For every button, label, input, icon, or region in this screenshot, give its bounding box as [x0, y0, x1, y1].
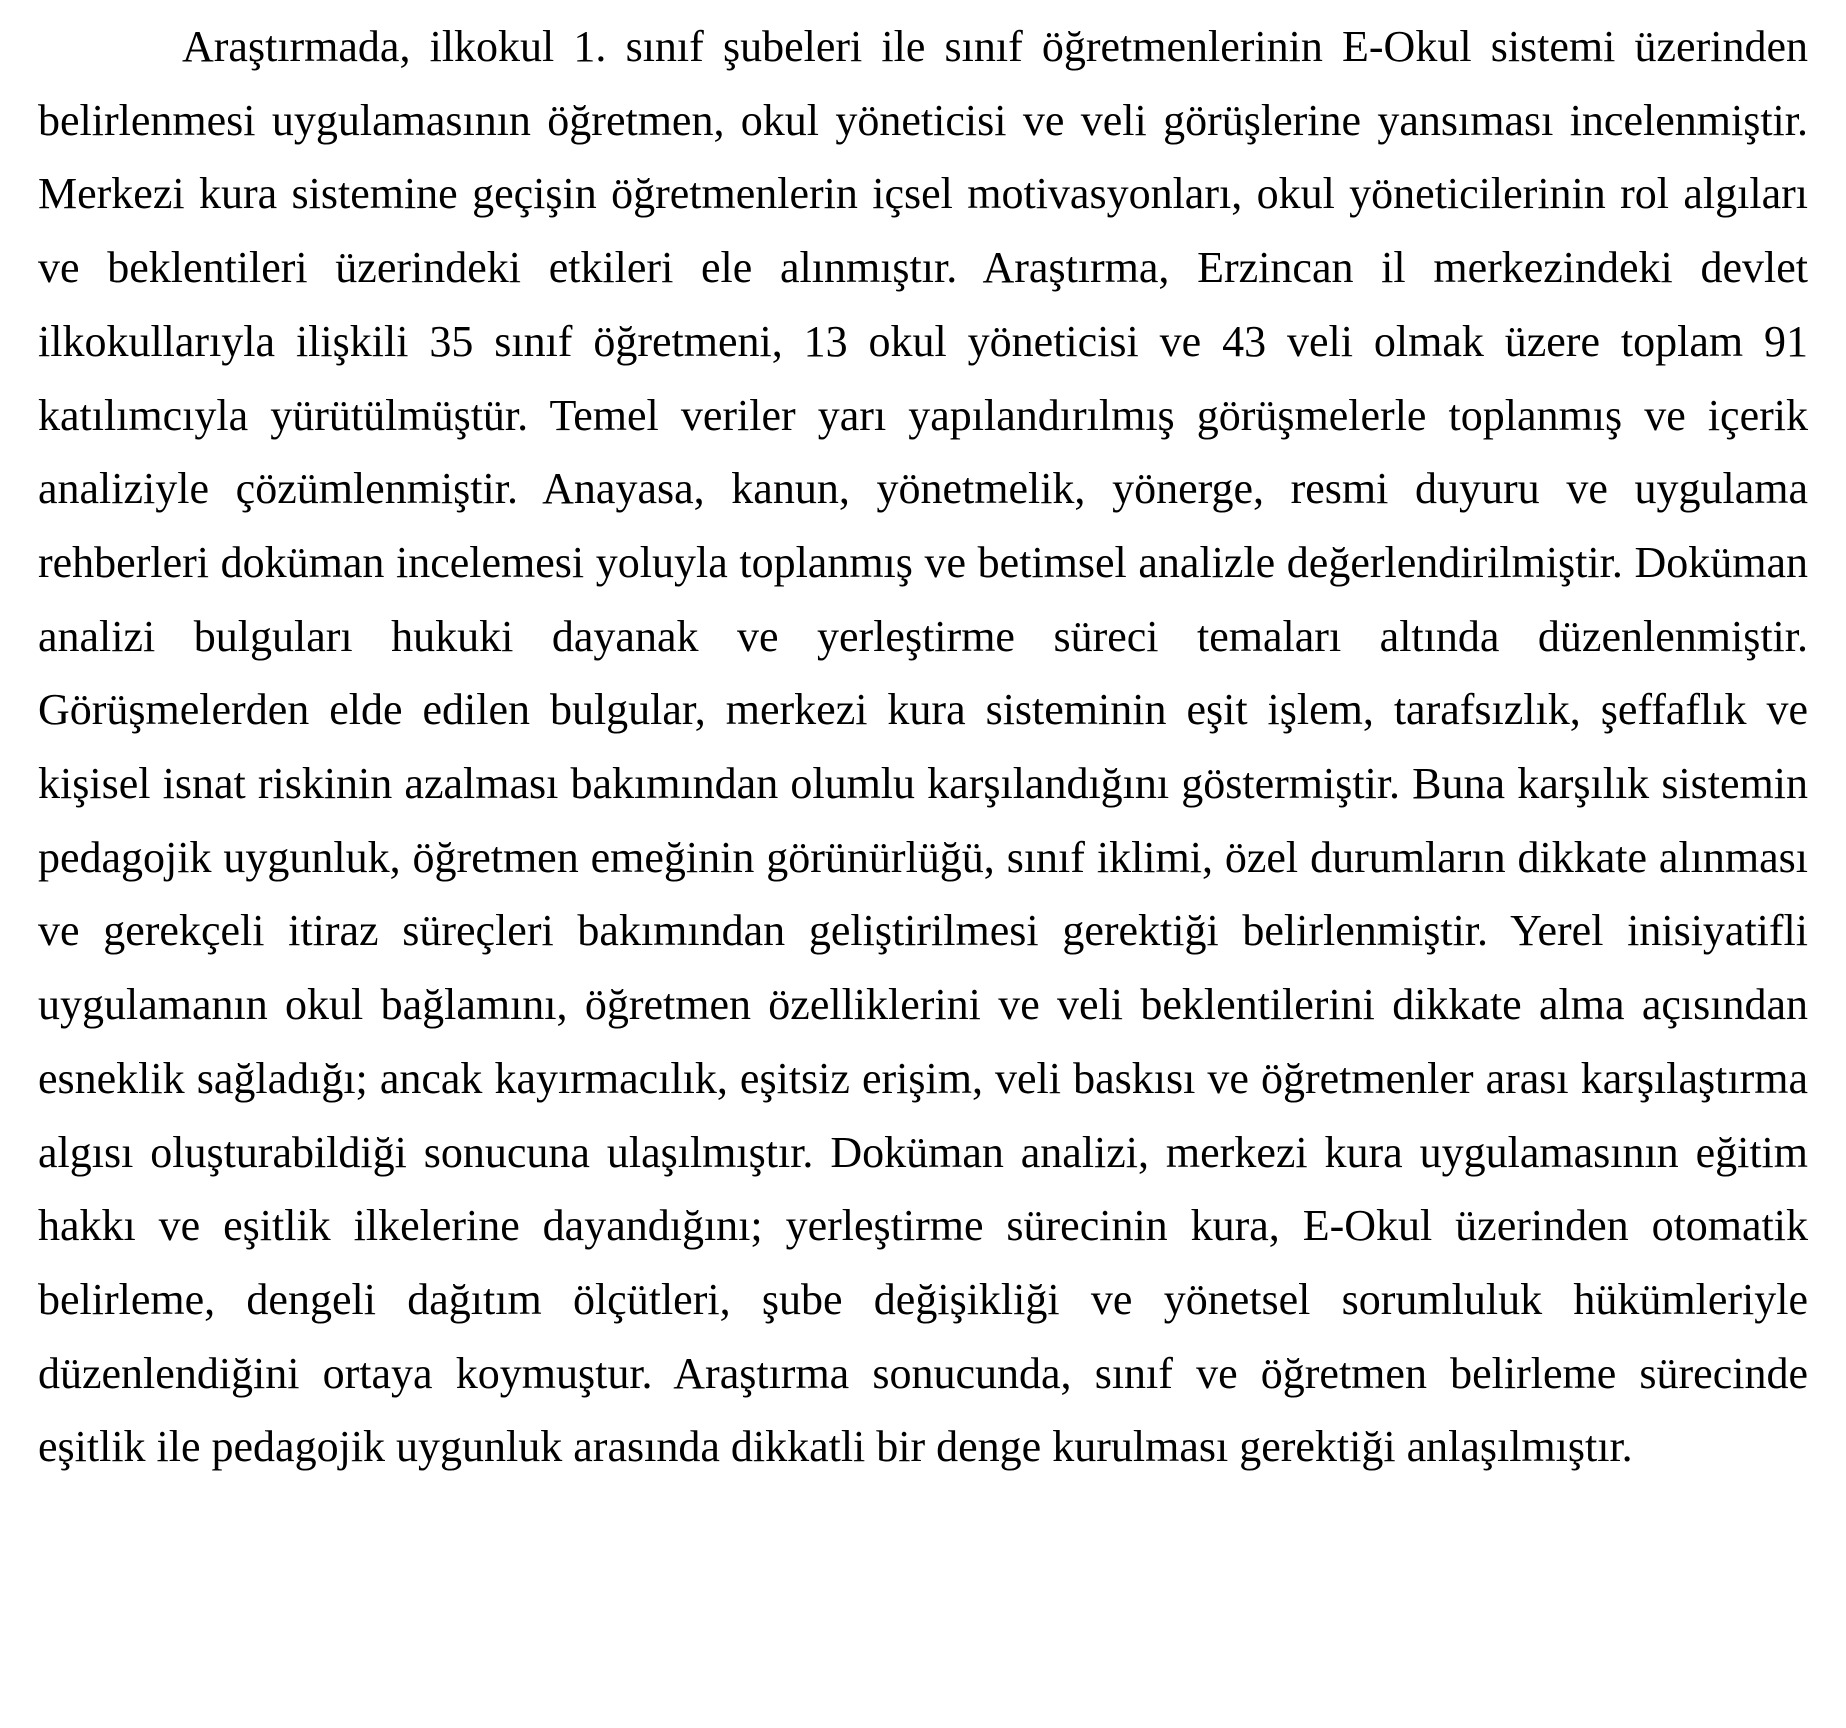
abstract-paragraph: Araştırmada, ilkokul 1. sınıf şubeleri ile sınıf öğretmenlerinin E-Okul sistemi üzerinden belirlenmesi uygulamasının öğretmen, okul yöneticisi ve veli görüşlerine yansıması incelenmiştir. Merkezi kura sistemine geçişin öğretmenlerin içsel motivasyonları, okul yöneticilerinin rol algıları ve beklentileri üzerindeki etkileri ele alınmıştır. Araştırma, Erzincan il merkezindeki devlet ilkokullarıyla ilişkili 35 sınıf öğretmeni, 13 okul yöneticisi ve 43 veli olmak üzere toplam 91 katılımcıyla yürütülmüştür. Temel veriler yarı yapılandırılmış görüşmelerle toplanmış ve içerik analiziyle çözümlenmiştir. Anayasa, kanun, yönetmelik, yönerge, resmi duyuru ve uygulama rehberleri doküman incelemesi yoluyla toplanmış ve betimsel analizle değerlendirilmiştir. Doküman analizi bulguları hukuki dayanak ve yerleştirme süreci temaları altında düzenlenmiştir. Görüşmelerden elde edilen bulgular, merkezi kura sisteminin eşit işlem, tarafsızlık, şeffaflık ve kişisel isnat riskinin azalması bakımından olumlu karşılandığını göstermiştir. Buna karşılık sistemin pedagojik uygunluk, öğretmen emeğinin görünürlüğü, sınıf iklimi, özel durumların dikkate alınması ve gerekçeli itiraz süreçleri bakımından geliştirilmesi gerektiği belirlenmiştir. Yerel inisiyatifli uygulamanın okul bağlamını, öğretmen özelliklerini ve veli beklentilerini dikkate alma açısından esneklik sağladığı; ancak kayırmacılık, eşitsiz erişim, veli baskısı ve öğretmenler arası karşılaştırma algısı oluşturabildiği sonucuna ulaşılmıştır. Doküman analizi, merkezi kura uygulamasının eğitim hakkı ve eşitlik ilkelerine dayandığını; yerleştirme sürecinin kura, E-Okul üzerinden otomatik belirleme, dengeli dağıtım ölçütleri, şube değişikliği ve yönetsel sorumluluk hükümleriyle düzenlendiğini ortaya koymuştur. Araştırma sonucunda, sınıf ve öğretmen belirleme sürecinde eşitlik ile pedagojik uygunluk arasında dikkatli bir denge kurulması gerektiği anlaşılmıştır.: [38, 22, 1808, 1472]
document-page: [38, 10, 1808, 1484]
